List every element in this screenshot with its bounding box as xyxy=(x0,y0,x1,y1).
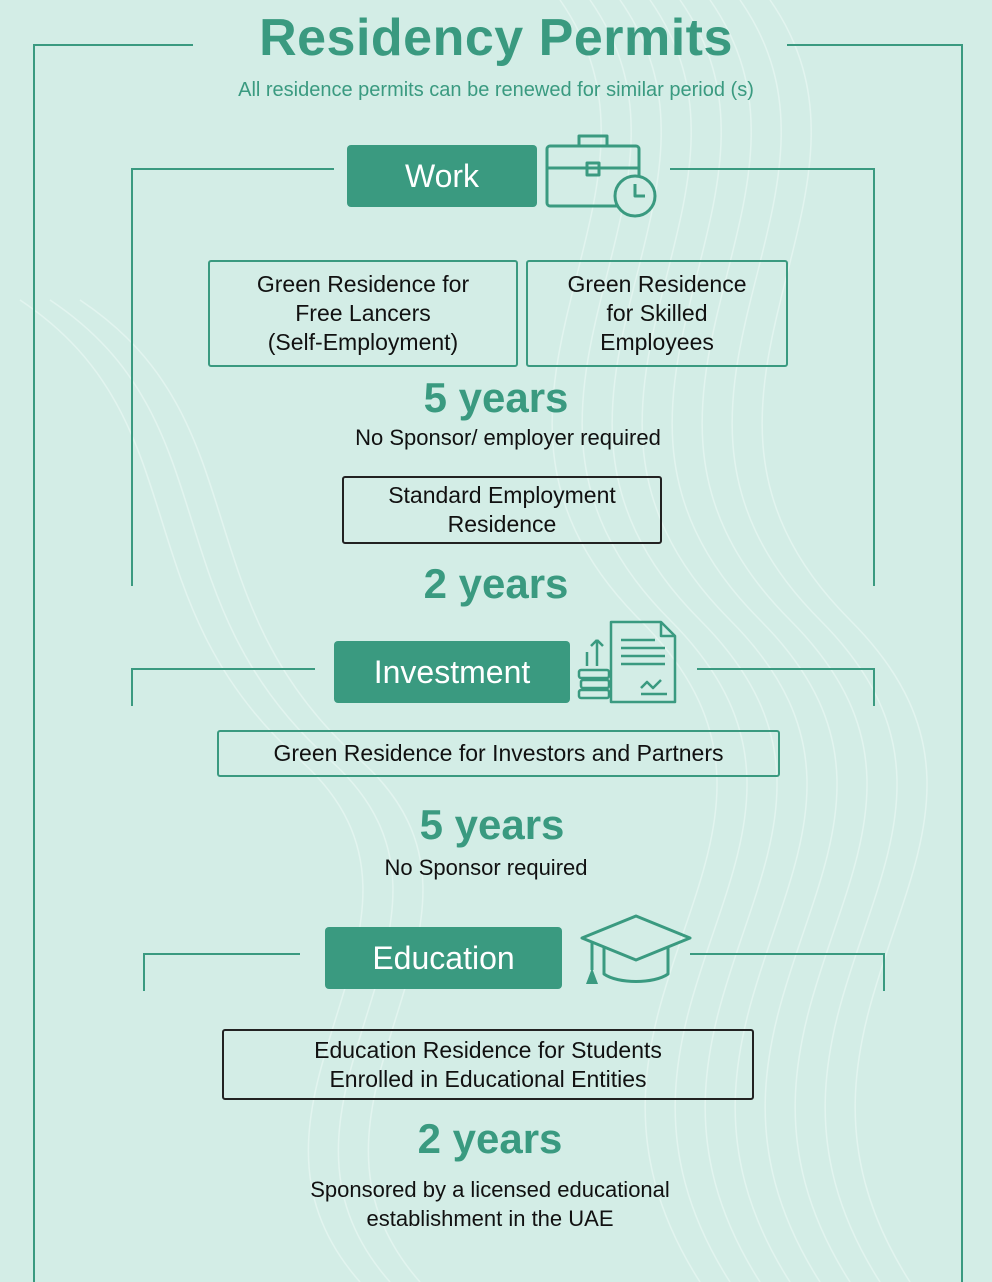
education-note: Sponsored by a licensed educational establishment in the UAE xyxy=(310,1177,670,1231)
work-bracket-top-left xyxy=(131,168,334,170)
page-subtitle: All residence permits can be renewed for similar period (s) xyxy=(238,79,754,101)
investment-document-icon xyxy=(575,618,679,706)
work-duration-2-years: 2 years xyxy=(423,560,569,607)
outer-frame-top-right xyxy=(787,44,963,46)
investment-note: No Sponsor required xyxy=(384,855,588,880)
education-category-badge: Education xyxy=(325,927,562,989)
investment-bracket-left xyxy=(131,668,133,706)
education-bracket-top-left xyxy=(143,953,300,955)
work-permit-skilled-employees: Green Residence for Skilled Employees xyxy=(526,260,788,367)
investment-bracket-top-right xyxy=(697,668,875,670)
investment-bracket-right xyxy=(873,668,875,706)
briefcase-clock-icon xyxy=(543,130,663,220)
investment-bracket-top-left xyxy=(131,668,315,670)
education-permit-students: Education Residence for Students Enrolled in Educational Entities xyxy=(222,1029,754,1100)
investment-category-badge: Investment xyxy=(334,641,570,703)
education-duration: 2 years xyxy=(417,1115,563,1162)
work-bracket-top-right xyxy=(670,168,875,170)
education-bracket-top-right xyxy=(690,953,885,955)
outer-frame-top-left xyxy=(33,44,193,46)
page-title: Residency Permits xyxy=(259,9,733,67)
investment-permit-investors-partners: Green Residence for Investors and Partners xyxy=(217,730,780,777)
outer-frame-left xyxy=(33,44,35,1282)
education-bracket-left xyxy=(143,953,145,991)
work-category-badge: Work xyxy=(347,145,537,207)
work-permit-standard-employment: Standard Employment Residence xyxy=(342,476,662,544)
work-note-no-sponsor: No Sponsor/ employer required xyxy=(355,425,661,450)
outer-frame-right xyxy=(961,44,963,1282)
work-permit-freelancers: Green Residence for Free Lancers (Self-Employment) xyxy=(208,260,518,367)
investment-duration: 5 years xyxy=(419,801,565,848)
graduation-cap-icon xyxy=(578,912,694,988)
work-duration-5-years: 5 years xyxy=(423,374,569,421)
education-bracket-right xyxy=(883,953,885,991)
